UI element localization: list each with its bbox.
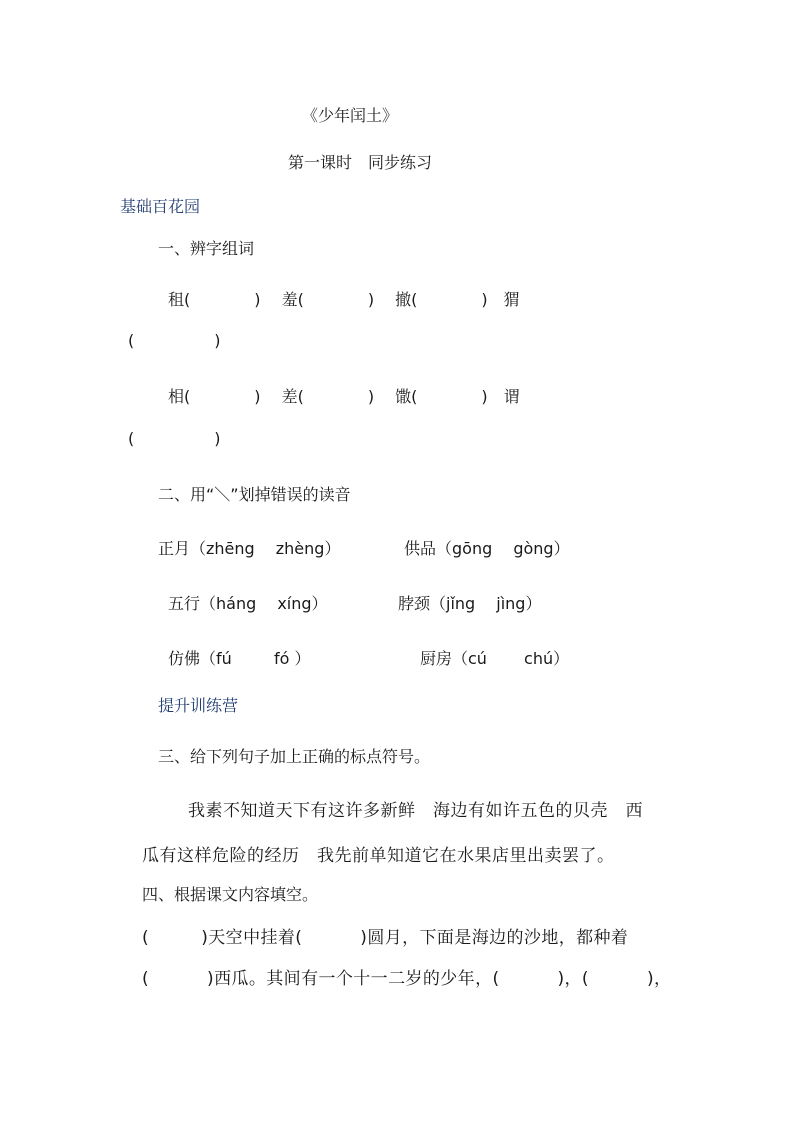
q2-row1-right: 供品（gōng gòng） — [404, 539, 570, 558]
q2-row2-right: 脖颈（jǐng jìng） — [398, 594, 542, 613]
q3-line2: 瓜有这样危险的经历 我先前单知道它在水果店里出卖罢了。 — [142, 846, 615, 866]
document-title: 《少年闰土》 — [302, 106, 399, 125]
q1-row2: 相( ) 差( ) 馓( ) 谓 — [168, 387, 520, 406]
section-basic: 基础百花园 — [120, 197, 201, 216]
q4-heading: 四、根据课文内容填空。 — [142, 885, 319, 904]
q2-row1-left: 正月（zhēng zhèng） — [158, 539, 341, 558]
q4-line2: ( )西瓜。其间有一个十一二岁的少年，( )，( )， — [142, 969, 672, 989]
q2-heading: 二、用“＼”划掉错误的读音 — [158, 485, 351, 504]
q3-heading: 三、给下列句子加上正确的标点符号。 — [158, 747, 431, 766]
q4-line1: ( )天空中挂着( )圆月，下面是海边的沙地，都种着 — [142, 928, 629, 948]
q3-line1: 我素不知道天下有这许多新鲜 海边有如许五色的贝壳 西 — [188, 801, 643, 821]
q2-row3-right: 厨房（cú chú） — [420, 649, 570, 668]
section-advanced: 提升训练营 — [158, 696, 239, 715]
q1-row2-wrap: ( ) — [128, 429, 221, 448]
q1-row1-wrap: ( ) — [128, 331, 221, 350]
q2-row2-left: 五行（háng xíng） — [168, 594, 328, 613]
q1-row1: 租( ) 羞( ) 撤( ) 猬 — [168, 290, 520, 309]
q1-heading: 一、辨字组词 — [158, 239, 255, 258]
q2-row3-left: 仿佛（fú fó ） — [168, 649, 311, 668]
document-subtitle: 第一课时 同步练习 — [288, 153, 433, 172]
